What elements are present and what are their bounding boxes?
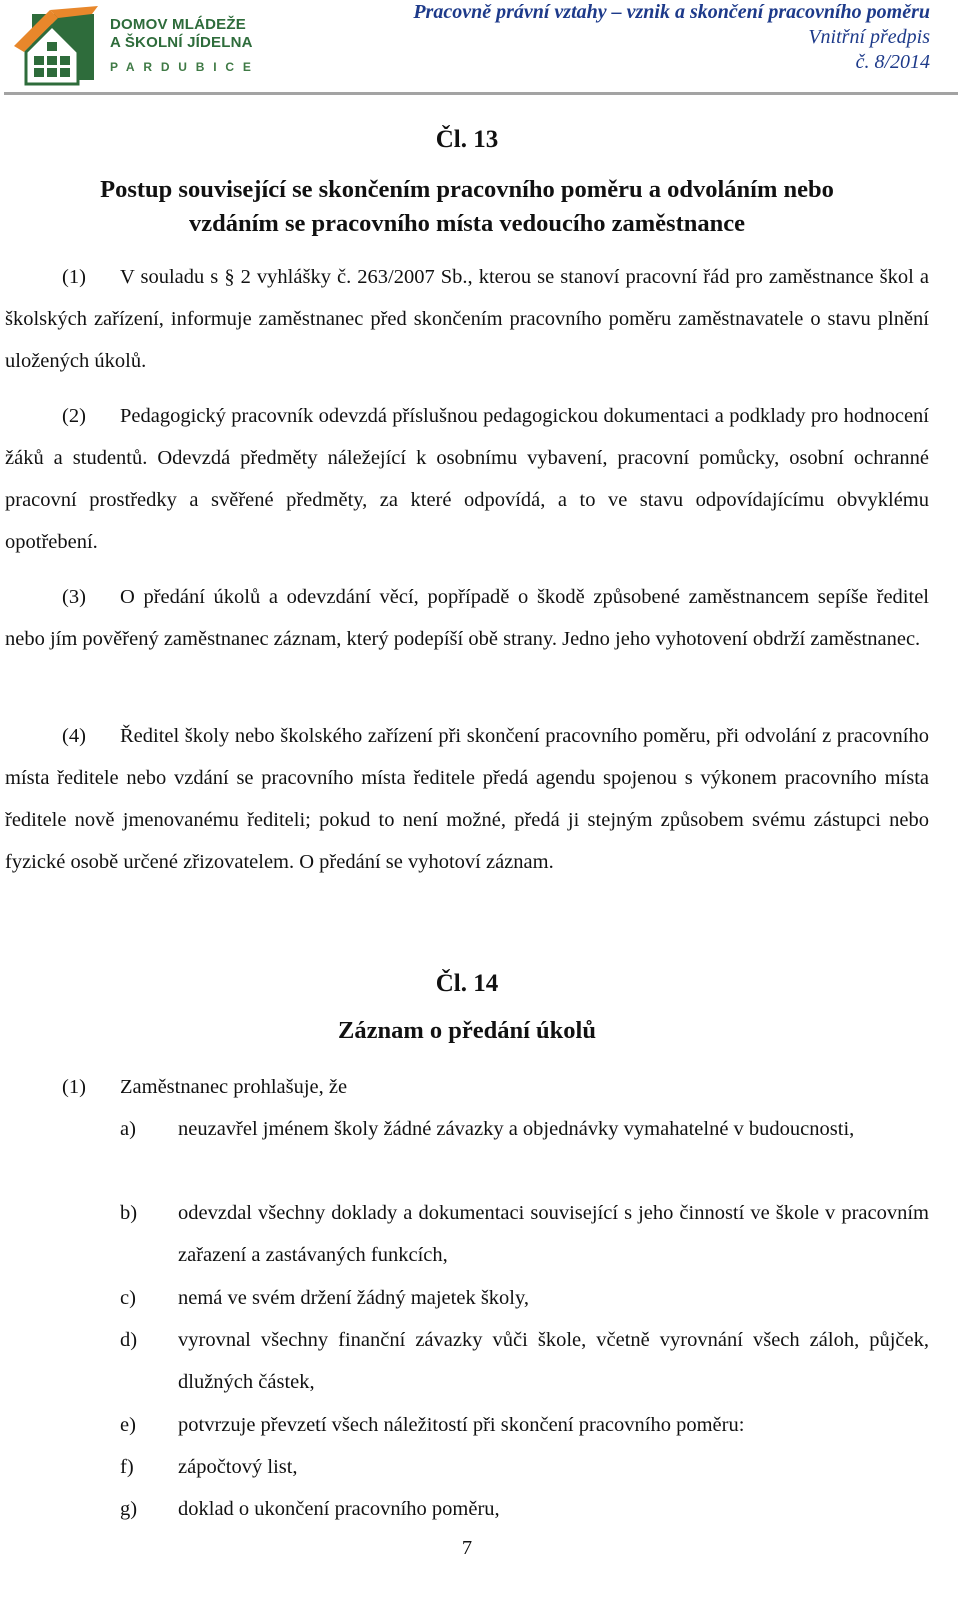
logo-line-1: DOMOV MLÁDEŽE: [110, 16, 246, 33]
article-14-title: Záznam o předání úkolů: [338, 1017, 596, 1044]
list-item-letter: d): [120, 1329, 138, 1351]
paragraph-number: (2): [62, 405, 86, 427]
article-13-title-line-1: Postup související se skončením pracovního poměru a odvoláním nebo: [100, 176, 834, 203]
logo-text: [110, 16, 260, 74]
list-item-a: [120, 1108, 929, 1150]
article-13-number: Čl. 13: [435, 126, 499, 153]
list-item-b: [120, 1192, 929, 1276]
list-item-text: vyrovnal všechny finanční závazky vůči škole, včetně vyrovnání všech záloh, půjček, dlužných částek,: [178, 1329, 929, 1393]
article-13-paragraph-1: [5, 256, 929, 382]
list-item-text: neuzavřel jménem školy žádné závazky a objednávky vymahatelné v budoucnosti,: [178, 1118, 855, 1140]
list-item-d: [120, 1319, 929, 1403]
list-item-g: [120, 1488, 929, 1530]
header-title: Pracovně právní vztahy – vznik a skončení pracovního poměru: [413, 1, 930, 23]
list-item-letter: f): [120, 1456, 134, 1478]
list-item-text: zápočtový list,: [178, 1456, 298, 1478]
house-logo-icon: [12, 4, 104, 88]
list-item-letter: b): [120, 1202, 138, 1224]
paragraph-text: Ředitel školy nebo školského zařízení při skončení pracovního poměru, při odvolání z pracovního místa ředitele nebo vzdání se pracovního místa ředitele předá agendu spojenou s výkonem pracovního místa ředitele nově jmenovanému řediteli; pokud to není možné, předá ji stejným způsobem svému zástupci nebo fyzické osobě určené zřizovatelem. O předání se vyhotoví záznam.: [5, 725, 929, 873]
page-number: 7: [461, 1537, 473, 1559]
paragraph-number: (3): [62, 586, 86, 608]
list-item-text: doklad o ukončení pracovního poměru,: [178, 1498, 500, 1520]
list-item-c: [120, 1277, 929, 1319]
paragraph-text: V souladu s § 2 vyhlášky č. 263/2007 Sb., kterou se stanoví pracovní řád pro zaměstnance škol a školských zařízení, informuje zaměstnanec před skončením pracovního poměru zaměstnavatele o stavu plnění uložených úkolů.: [5, 266, 929, 372]
logo-line-3: PARDUBICE: [110, 60, 260, 74]
logo-line-2: A ŠKOLNÍ JÍDELNA: [110, 34, 253, 51]
header-info: [413, 0, 930, 75]
article-13-paragraph-2: [5, 395, 929, 563]
list-item-text: nemá ve svém držení žádný majetek školy,: [178, 1287, 530, 1309]
list-item-f: [120, 1446, 929, 1488]
header-doc-number: č. 8/2014: [855, 51, 930, 73]
article-13-title-line-2: vzdáním se pracovního místa vedoucího zaměstnance: [189, 210, 745, 237]
list-item-letter: c): [120, 1287, 136, 1309]
article-13-title: [5, 173, 929, 241]
article-14-paragraph-1: [62, 1066, 929, 1108]
header-divider: [4, 92, 958, 95]
paragraph-number: (1): [62, 1076, 86, 1098]
list-item-text: potvrzuje převzetí všech náležitostí při skončení pracovního poměru:: [178, 1414, 745, 1436]
article-14-number: Čl. 14: [435, 970, 499, 997]
list-item-letter: e): [120, 1414, 136, 1436]
organization-logo: [10, 2, 260, 90]
paragraph-text: Pedagogický pracovník odevzdá příslušnou pedagogickou dokumentaci a podklady pro hodnocení žáků a studentů. Odevzdá předměty náležející k osobnímu vybavení, pracovní pomůcky, osobní ochranné pracovní prostředky a svěřené předměty, za které odpovídá, a to ve stavu odpovídajícímu obvyklému opotřebení.: [5, 405, 929, 553]
header-subtitle: Vnitřní předpis: [808, 26, 930, 48]
paragraph-text: Zaměstnanec prohlašuje, že: [120, 1076, 348, 1098]
paragraph-number: (1): [62, 266, 86, 288]
list-item-e: [120, 1404, 929, 1446]
article-13-paragraph-4: [5, 715, 929, 883]
article-13-paragraph-3: [5, 576, 929, 660]
list-item-letter: a): [120, 1118, 136, 1140]
paragraph-text: O předání úkolů a odevzdání věcí, popřípadě o škodě způsobené zaměstnancem sepíše ředitel nebo jím pověřený zaměstnanec záznam, který podepíší obě strany. Jedno jeho vyhotovení obdrží zaměstnanec.: [5, 586, 929, 650]
list-item-text: odevzdal všechny doklady a dokumentaci související s jeho činností ve škole v pracovním zařazení a zastávaných funkcích,: [178, 1202, 929, 1266]
page-header: [0, 0, 960, 98]
list-item-letter: g): [120, 1498, 138, 1520]
paragraph-number: (4): [62, 725, 86, 747]
